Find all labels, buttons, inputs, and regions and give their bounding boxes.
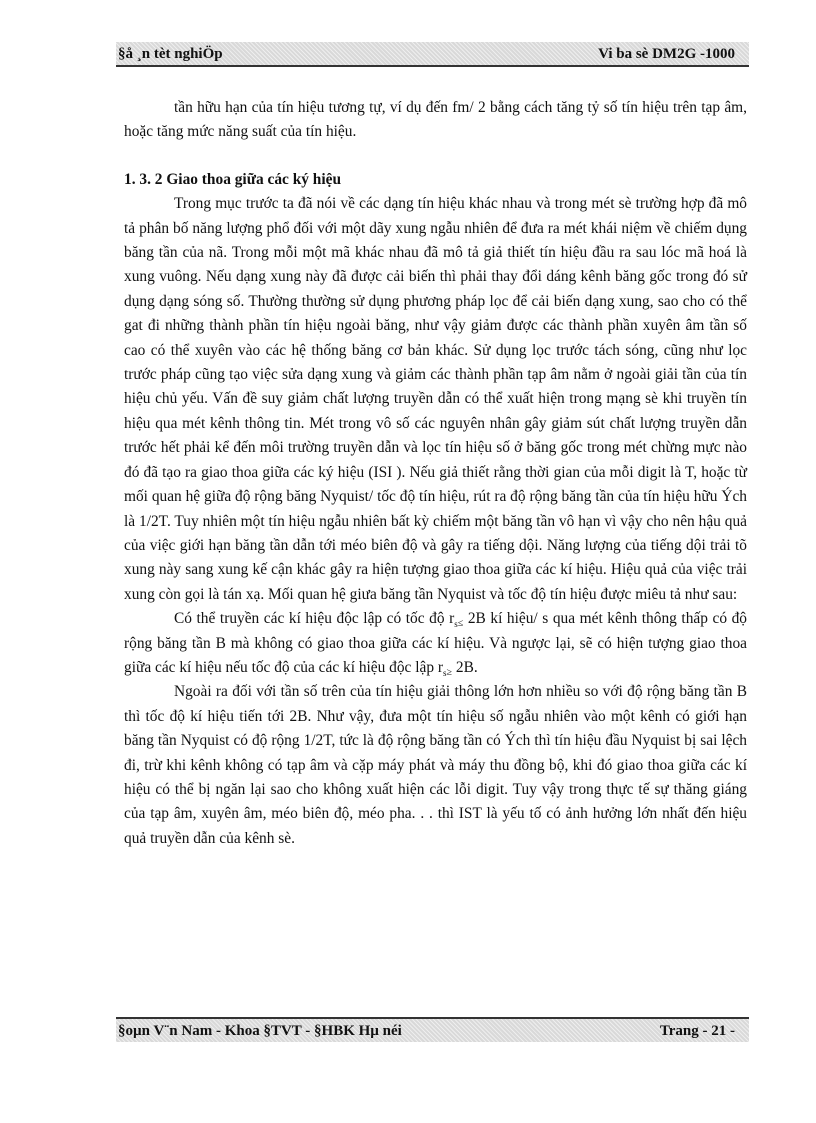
paragraph-1: Trong mục trước ta đã nói về các dạng tín hiệu khác nhau và trong mét sè trường hợp đã mô tả phân bố năng lượng phổ đối với một dãy xung ngẫu nhiên để đưa ra mét khái niệm về chiếm dụng băng tần của nã. Trong mỗi một mã khác nhau đã mô tả giả thiết tín hiệu đầu ra sau lóc mã hoá là xung vuông. Nếu dạng xung này đã được cải biến thì phải thay đổi dáng kênh băng gốc trong đó sử dụng dạng sóng số. Thường thường sử dụng phương pháp lọc để cải biến dạng xung, sao cho có thể gat đi những thành phần tín hiệu ngoài băng, như vậy giảm được các thành phần xuyên âm tần số cao có thể xuyên vào các hệ thống băng cơ bản khác. Sử dụng lọc trước tách sóng, cũng như lọc trước pháp cũng tạo việc sửa dạng xung và giảm các thành phần tạp âm nằm ở ngoài giải tần của tín hiệu chủ yếu. Vấn đề suy giảm chất lượng truyền dẫn có thể xuất hiện trong mạng sè khi truyền tín hiệu qua mét kênh thông tin. Mét trong vô số các nguyên nhân gây giảm sút chất lượng truyền dẫn trước hết phải kể đến môi trường truyền dẫn và lọc tín hiệu số ở băng gốc trong mét chừng mực nào đó đã tạo ra giao thoa giữa các ký hiệu (ISI ). Nếu giả thiết rằng thời gian của mỗi digit là T, hoặc từ mối quan hệ giữa độ rộng băng Nyquist/ tốc độ tín hiệu, rút ra độ rộng băng tần của tín hiệu hữu Ých là 1/2T. Tuy nhiên một tín hiệu ngẫu nhiên bất kỳ chiếm một băng tần vô hạn vì vậy cho nên hậu quả của việc giới hạn băng tần dẫn tới méo biên độ và gây ra tiếng dội. Năng lượng của tiếng dội trải tõ xung này sang xung kế cận khác gây ra hiện tượng giao thoa giữa các kí hiệu. Hiệu quả của việc trải xung còn gọi là tán xạ. Mối quan hệ giưa băng tần Nyquist và tốc độ tín hiệu được miêu tả như sau: xyxy=(124,195,747,603)
footer-author: §oµn V¨n Nam - Khoa §TVT - §HBK Hµ néi xyxy=(118,1023,402,1039)
page-body xyxy=(124,96,747,851)
header-document-type: §å ¸n tèt nghiÖp xyxy=(118,46,223,62)
section-heading: 1. 3. 2 Giao thoa giữa các ký hiệu xyxy=(124,170,342,188)
subscript-s-1: s xyxy=(454,619,458,630)
page-header xyxy=(116,42,749,67)
less-equal-symbol: ≤ xyxy=(457,618,464,630)
paragraph-2-text-c: 2B. xyxy=(452,658,478,676)
paragraph-2-text-b: 2B kí hiệu/ s qua mét kênh thông thấp có độ rộng băng tần B mà không có giao thoa giữa các kí hiệu. Và ngược lại, sẽ có hiện tượng giao thoa giữa các kí hiệu nếu tốc độ của các kí hiệu độc lập r xyxy=(124,610,747,676)
footer-page-number: Trang - 21 - xyxy=(659,1023,735,1039)
paragraph-2 xyxy=(124,607,747,680)
greater-equal-symbol: ≥ xyxy=(446,666,453,678)
paragraph-3: Ngoài ra đối với tần số trên của tín hiệu giải thông lớn hơn nhiều so với độ rộng băng tần B thì tốc độ kí hiệu tiến tới 2B. Như vậy, đưa một tín hiệu số ngẫu nhiên vào một kênh có giới hạn băng tần Nyquist có độ rộng 1/2T, tức là độ rộng băng tần có Ých thì tín hiệu đầu Nyquist bị sai lệch đi, trừ khi kênh không có tạp âm và cặp máy phát và máy thu đồng bộ, khi đó giao thoa giữa các kí hiệu có thể bị ngăn lại sao cho không xuất hiện các lỗi digit. Tuy vậy trong thực tế sự thăng giáng của tạp âm, xuyên âm, méo biên độ, méo pha. . . thì IST là yếu tố có ảnh hưởng lớn nhất đến hiệu quả truyền dẫn của kênh sè. xyxy=(124,683,747,847)
header-document-title: Vi ba sè DM2G -1000 xyxy=(598,46,735,62)
paragraph-2-text-a: Có thể truyền các kí hiệu độc lập có tốc độ r xyxy=(174,610,455,628)
subscript-s-2: s xyxy=(443,668,447,679)
page-footer xyxy=(116,1017,749,1042)
intro-paragraph: tần hữu hạn của tín hiệu tương tự, ví dụ đến fm/ 2 bằng cách tăng tỷ số tín hiệu trên tạp âm, hoặc tăng mức năng suất của tín hiệu. xyxy=(124,99,747,141)
